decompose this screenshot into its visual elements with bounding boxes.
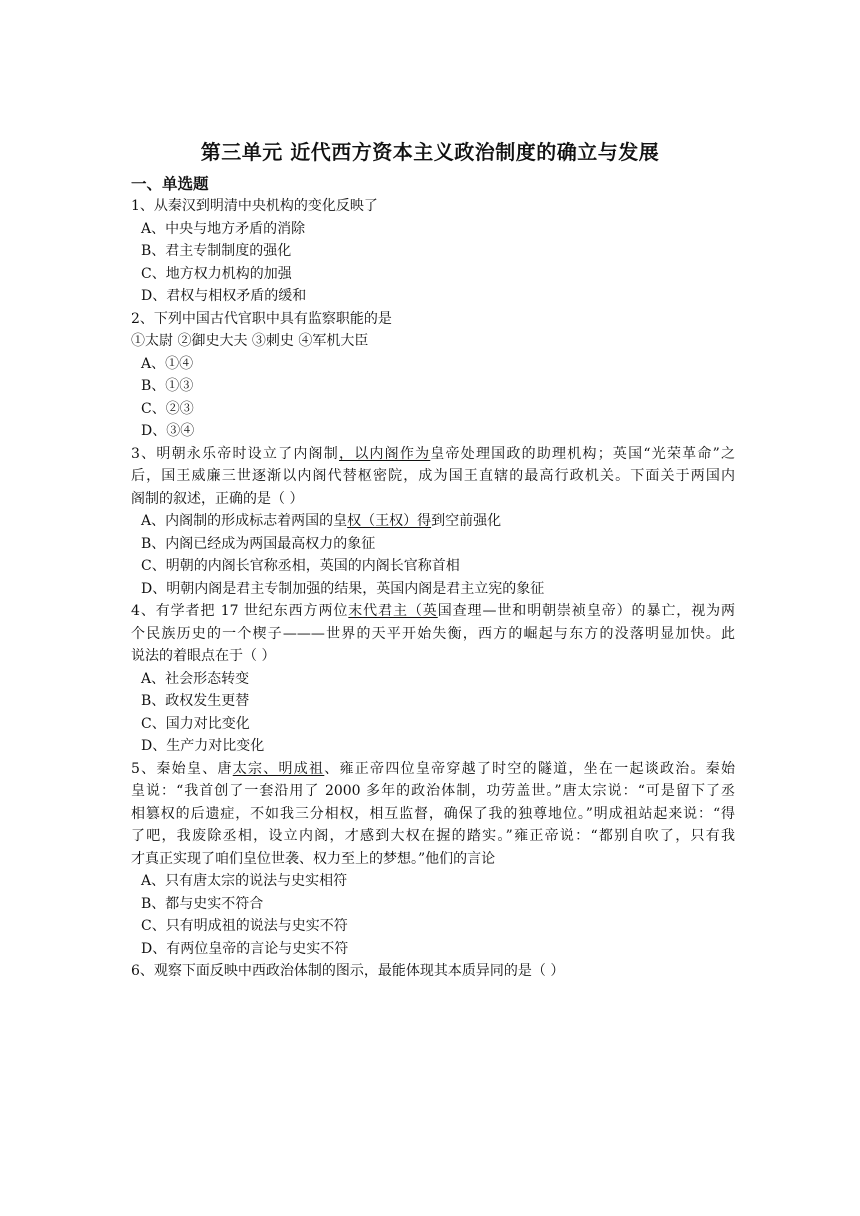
underlined-text: 太宗、明成祖 [232, 760, 325, 777]
option-c: C、地方权力机构的加强 [141, 265, 292, 282]
option-c: C、②③ [141, 400, 194, 417]
option-a: A、中央与地方矛盾的消除 [141, 220, 306, 237]
question-1 [131, 195, 735, 308]
document-title: 第三单元 近代西方资本主义政治制度的确立与发展 [200, 140, 660, 164]
option-b: B、内阁已经成为两国最高权力的象征 [141, 535, 376, 552]
option-b: B、政权发生更替 [141, 693, 250, 709]
question-stem: 1、从秦汉到明清中央机构的变化反映了 [131, 198, 378, 214]
underlined-text: 末代君主（英 [348, 603, 438, 619]
question-4 [131, 600, 735, 758]
question-stem [131, 600, 735, 668]
stem-line: 了吧，我废除丞相，设立内阁，才感到大权在握的踏实。”雍正帝说：“都别自吹了，只有我 [131, 828, 735, 844]
question-stem: 2、下列中国古代官职中具有监察职能的是 [131, 310, 392, 327]
option-a: A、①④ [141, 355, 194, 372]
stem-line: 皇说：“我首创了一套沿用了 2000 多年的政治体制，功劳盖世。”唐太宗说：“可是留下了丞 [131, 783, 735, 799]
stem-line: 说法的着眼点在于（ ） [131, 648, 276, 664]
underlined-text: 权（王权）得 [347, 513, 432, 529]
question-sub-items: ①太尉 ②御史大夫 ③刺史 ④军机大臣 [131, 333, 369, 349]
stem-line: 阁制的叙述，正确的是（ ） [131, 490, 304, 507]
question-stem: 6、观察下面反映中西政治体制的图示，最能体现其本质异同的是（ ） [131, 963, 565, 979]
question-stem [131, 443, 735, 511]
option-a: A、内阁制的形成标志着两国的皇权（王权）得到空前强化 [141, 513, 502, 529]
stem-line: 后，国王威廉三世逐渐以内阁代替枢密院，成为国王直辖的最高行政机关。下面关于两国内 [131, 468, 735, 484]
question-list [131, 195, 735, 983]
option-d: D、有两位皇帝的言论与史实不符 [141, 940, 349, 957]
question-6 [131, 960, 735, 983]
option-d: D、生产力对比变化 [141, 738, 265, 754]
stem-line: 个民族历史的一个楔子———世界的天平开始失衡，西方的崛起与东方的没落明显加快。此 [131, 625, 735, 642]
option-c: C、只有明成祖的说法与史实不符 [141, 918, 348, 934]
underlined-text: ，以内阁作为 [338, 445, 431, 462]
option-b: B、①③ [141, 378, 194, 394]
question-3 [131, 443, 735, 601]
option-d: D、③④ [141, 423, 195, 439]
option-d: D、明朝内阁是君主专制加强的结果，英国内阁是君主立宪的象征 [141, 580, 545, 597]
option-a: A、只有唐太宗的说法与史实相符 [141, 873, 348, 889]
option-b: B、君主专制制度的强化 [141, 243, 292, 259]
stem-line: 才真正实现了咱们皇位世袭、权力至上的梦想。”他们的言论 [131, 850, 496, 867]
option-d: D、君权与相权矛盾的缓和 [141, 288, 307, 304]
stem-line: 4、有学者把 17 世纪东西方两位末代君主（英国查理—世和明朝崇祯皇帝）的暴亡，视为两 [131, 603, 736, 619]
question-5 [131, 758, 735, 961]
section-heading: 一、单选题 [131, 175, 209, 193]
stem-line: 5、秦始皇、唐太宗、明成祖、雍正帝四位皇帝穿越了时空的隧道，坐在一起谈政治。秦始 [131, 760, 735, 777]
question-stem [131, 758, 735, 871]
stem-line: 相篡权的后遗症，不如我三分相权，相互监督，确保了我的独尊地位。”明成祖站起来说：“得 [131, 805, 735, 822]
option-b: B、都与史实不符合 [141, 895, 264, 912]
option-a: A、社会形态转变 [141, 670, 250, 687]
option-c: C、明朝的内阁长官称丞相，英国的内阁长官称首相 [141, 558, 460, 574]
option-c: C、国力对比变化 [141, 715, 250, 732]
question-2 [131, 308, 735, 443]
stem-line: 3、明朝永乐帝时设立了内阁制，以内阁作为皇帝处理国政的助理机构；英国“光荣革命”之 [131, 445, 735, 462]
